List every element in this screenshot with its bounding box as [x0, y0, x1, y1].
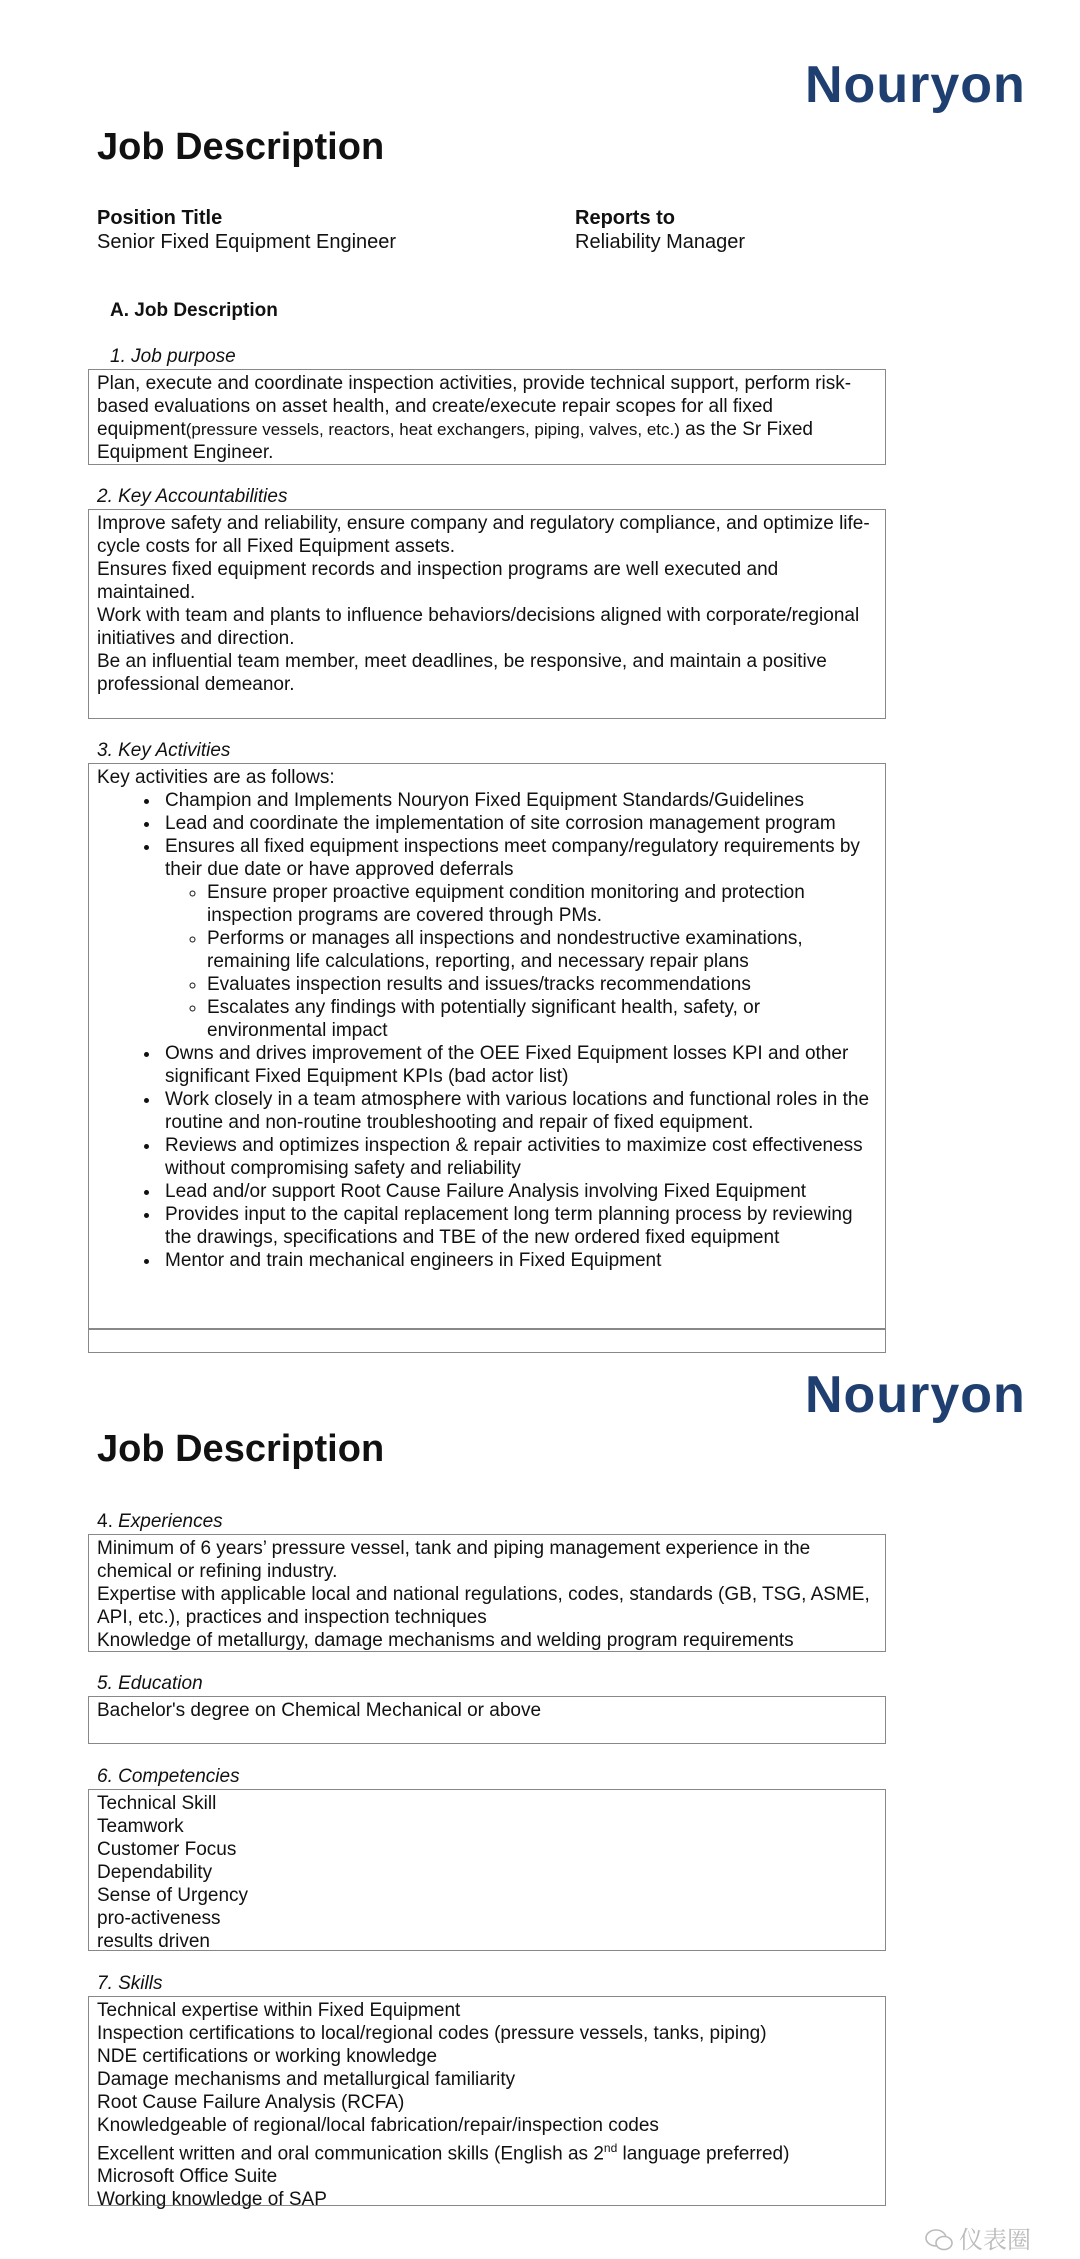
- competencies-heading: 6. Competencies: [97, 1766, 240, 1787]
- key-activities-list: [97, 789, 877, 1272]
- sub-list-item: ◦ Performs or manages all inspections and nondestructive examinations, remaining life calculations, reporting, and necessary repair plans: [207, 927, 877, 973]
- sub-list-item: ◦ Evaluates inspection results and issues/tracks recommendations: [207, 973, 877, 996]
- experiences-heading-text: Experiences: [118, 1511, 223, 1532]
- key-accountabilities-box: [88, 509, 886, 719]
- skill-item: Technical expertise within Fixed Equipment: [97, 2000, 461, 2021]
- list-item: [161, 835, 877, 1042]
- page-2: [0, 1360, 1080, 2259]
- accountability-line: Work with team and plants to influence behaviors/decisions aligned with corporate/regional initiatives and direction.: [97, 605, 860, 649]
- experiences-box: [88, 1534, 886, 1652]
- reports-to-label: Reports to: [575, 207, 675, 229]
- wechat-icon: [925, 2229, 953, 2251]
- job-purpose-text-main: Plan, execute and coordinate inspection activities, provide technical support, perform risk-based evaluations on asset health, and create/execute repair scopes for all fixed equipment: [97, 373, 852, 440]
- education-box: [88, 1696, 886, 1744]
- competency-item: Sense of Urgency: [97, 1885, 249, 1906]
- page-title: Job Description: [97, 1428, 385, 1470]
- list-item: • Lead and/or support Root Cause Failure Analysis involving Fixed Equipment: [161, 1180, 877, 1203]
- skill-item: Inspection certifications to local/regional codes (pressure vessels, tanks, piping): [97, 2023, 767, 2044]
- education-text: Bachelor's degree on Chemical Mechanical or above: [97, 1700, 542, 1721]
- accountability-line: Improve safety and reliability, ensure company and regulatory compliance, and optimize life-cycle costs for all Fixed Equipment assets.: [97, 513, 870, 557]
- key-activities-intro: Key activities are as follows:: [97, 767, 335, 788]
- skills-box: [88, 1996, 886, 2211]
- list-item-text: Ensures all fixed equipment inspections meet company/regulatory requirements by their due date or have approved deferrals: [165, 836, 860, 880]
- job-purpose-text-end: as the Sr Fixed Equipment Engineer.: [97, 419, 813, 463]
- experience-line: Minimum of 6 years’ pressure vessel, tank and piping management experience in the chemical or refining industry.: [97, 1538, 811, 1582]
- skill-item: Knowledgeable of regional/local fabrication/repair/inspection codes: [97, 2115, 659, 2136]
- skill-item: Working knowledge of SAP: [97, 2189, 327, 2211]
- skill-comm-superscript: nd: [603, 2141, 618, 2155]
- skill-item: Root Cause Failure Analysis (RCFA): [97, 2092, 405, 2113]
- sub-list-item: ◦ Ensure proper proactive equipment condition monitoring and protection inspection programs are covered through PMs.: [207, 881, 877, 927]
- competencies-box: [88, 1789, 886, 1951]
- key-accountabilities-heading: 2. Key Accountabilities: [97, 486, 288, 507]
- experience-line: Expertise with applicable local and national regulations, codes, standards (GB, TSG, ASME, API, etc.), practices and inspection techniques: [97, 1584, 870, 1628]
- accountability-line: Ensures fixed equipment records and inspection programs are well executed and maintained.: [97, 559, 779, 603]
- key-activities-empty-row: [88, 1329, 886, 1353]
- sub-list-item: ◦ Escalates any findings with potentially significant health, safety, or environmental impact: [207, 996, 877, 1042]
- skill-item: Damage mechanisms and metallurgical familiarity: [97, 2069, 516, 2090]
- sub-list: [165, 881, 877, 1042]
- competency-item: Customer Focus: [97, 1839, 237, 1860]
- competency-item: Teamwork: [97, 1816, 184, 1837]
- list-item: • Champion and Implements Nouryon Fixed Equipment Standards/Guidelines: [161, 789, 877, 812]
- reports-to-value: Reliability Manager: [575, 231, 746, 253]
- education-heading: 5. Education: [97, 1673, 203, 1694]
- job-purpose-heading: 1. Job purpose: [110, 346, 236, 367]
- skill-comm-text: Excellent written and oral communication skills (English as 2: [97, 2143, 604, 2165]
- watermark-text: 仪表圈: [959, 2226, 1031, 2254]
- experience-line: Knowledge of metallurgy, damage mechanisms and welding program requirements: [97, 1630, 794, 1651]
- competency-item: results driven: [97, 1931, 210, 1952]
- list-item: • Lead and coordinate the implementation of site corrosion management program: [161, 812, 877, 835]
- list-item: • Owns and drives improvement of the OEE Fixed Equipment losses KPI and other significant Fixed Equipment KPIs (bad actor list): [161, 1042, 877, 1088]
- skill-item-communication: [97, 2137, 877, 2165]
- position-title-label: Position Title: [97, 207, 223, 229]
- list-item: • Provides input to the capital replacement long term planning process by reviewing the drawings, specifications and TBE of the new ordered fixed equipment: [161, 1203, 877, 1249]
- watermark: [925, 2220, 1031, 2255]
- skill-item: NDE certifications or working knowledge: [97, 2046, 438, 2067]
- list-item: • Reviews and optimizes inspection & repair activities to maximize cost effectiveness without compromising safety and reliability: [161, 1134, 877, 1180]
- list-item: • Work closely in a team atmosphere with various locations and functional roles in the routine and non-routine troubleshooting and repair of fixed equipment.: [161, 1088, 877, 1134]
- job-purpose-box: [88, 369, 886, 465]
- section-a-heading: A. Job Description: [110, 300, 278, 321]
- reports-to-block: [575, 206, 745, 254]
- competency-item: Dependability: [97, 1862, 213, 1883]
- competency-item: Technical Skill: [97, 1793, 217, 1814]
- nouryon-logo: Nouryon: [805, 56, 1026, 114]
- competency-item: pro-activeness: [97, 1908, 221, 1929]
- skill-item: Microsoft Office Suite: [97, 2166, 278, 2188]
- position-title-block: [97, 206, 396, 254]
- job-purpose-text: [97, 372, 877, 464]
- accountability-line: Be an influential team member, meet deadlines, be responsive, and maintain a positive professional demeanor.: [97, 651, 827, 695]
- key-activities-box: [88, 763, 886, 1329]
- position-title-value: Senior Fixed Equipment Engineer: [97, 231, 397, 253]
- nouryon-logo: Nouryon: [805, 1366, 1026, 1424]
- job-purpose-text-equipment: (pressure vessels, reactors, heat exchangers, piping, valves, etc.): [185, 420, 680, 439]
- experiences-heading: [97, 1511, 223, 1533]
- experiences-heading-num: 4.: [97, 1511, 119, 1532]
- skill-comm-text-end: language preferred): [617, 2143, 790, 2165]
- page-title: Job Description: [97, 126, 385, 168]
- key-activities-heading: 3. Key Activities: [97, 740, 231, 761]
- skills-heading: 7. Skills: [97, 1973, 163, 1994]
- list-item: • Mentor and train mechanical engineers in Fixed Equipment: [161, 1249, 877, 1272]
